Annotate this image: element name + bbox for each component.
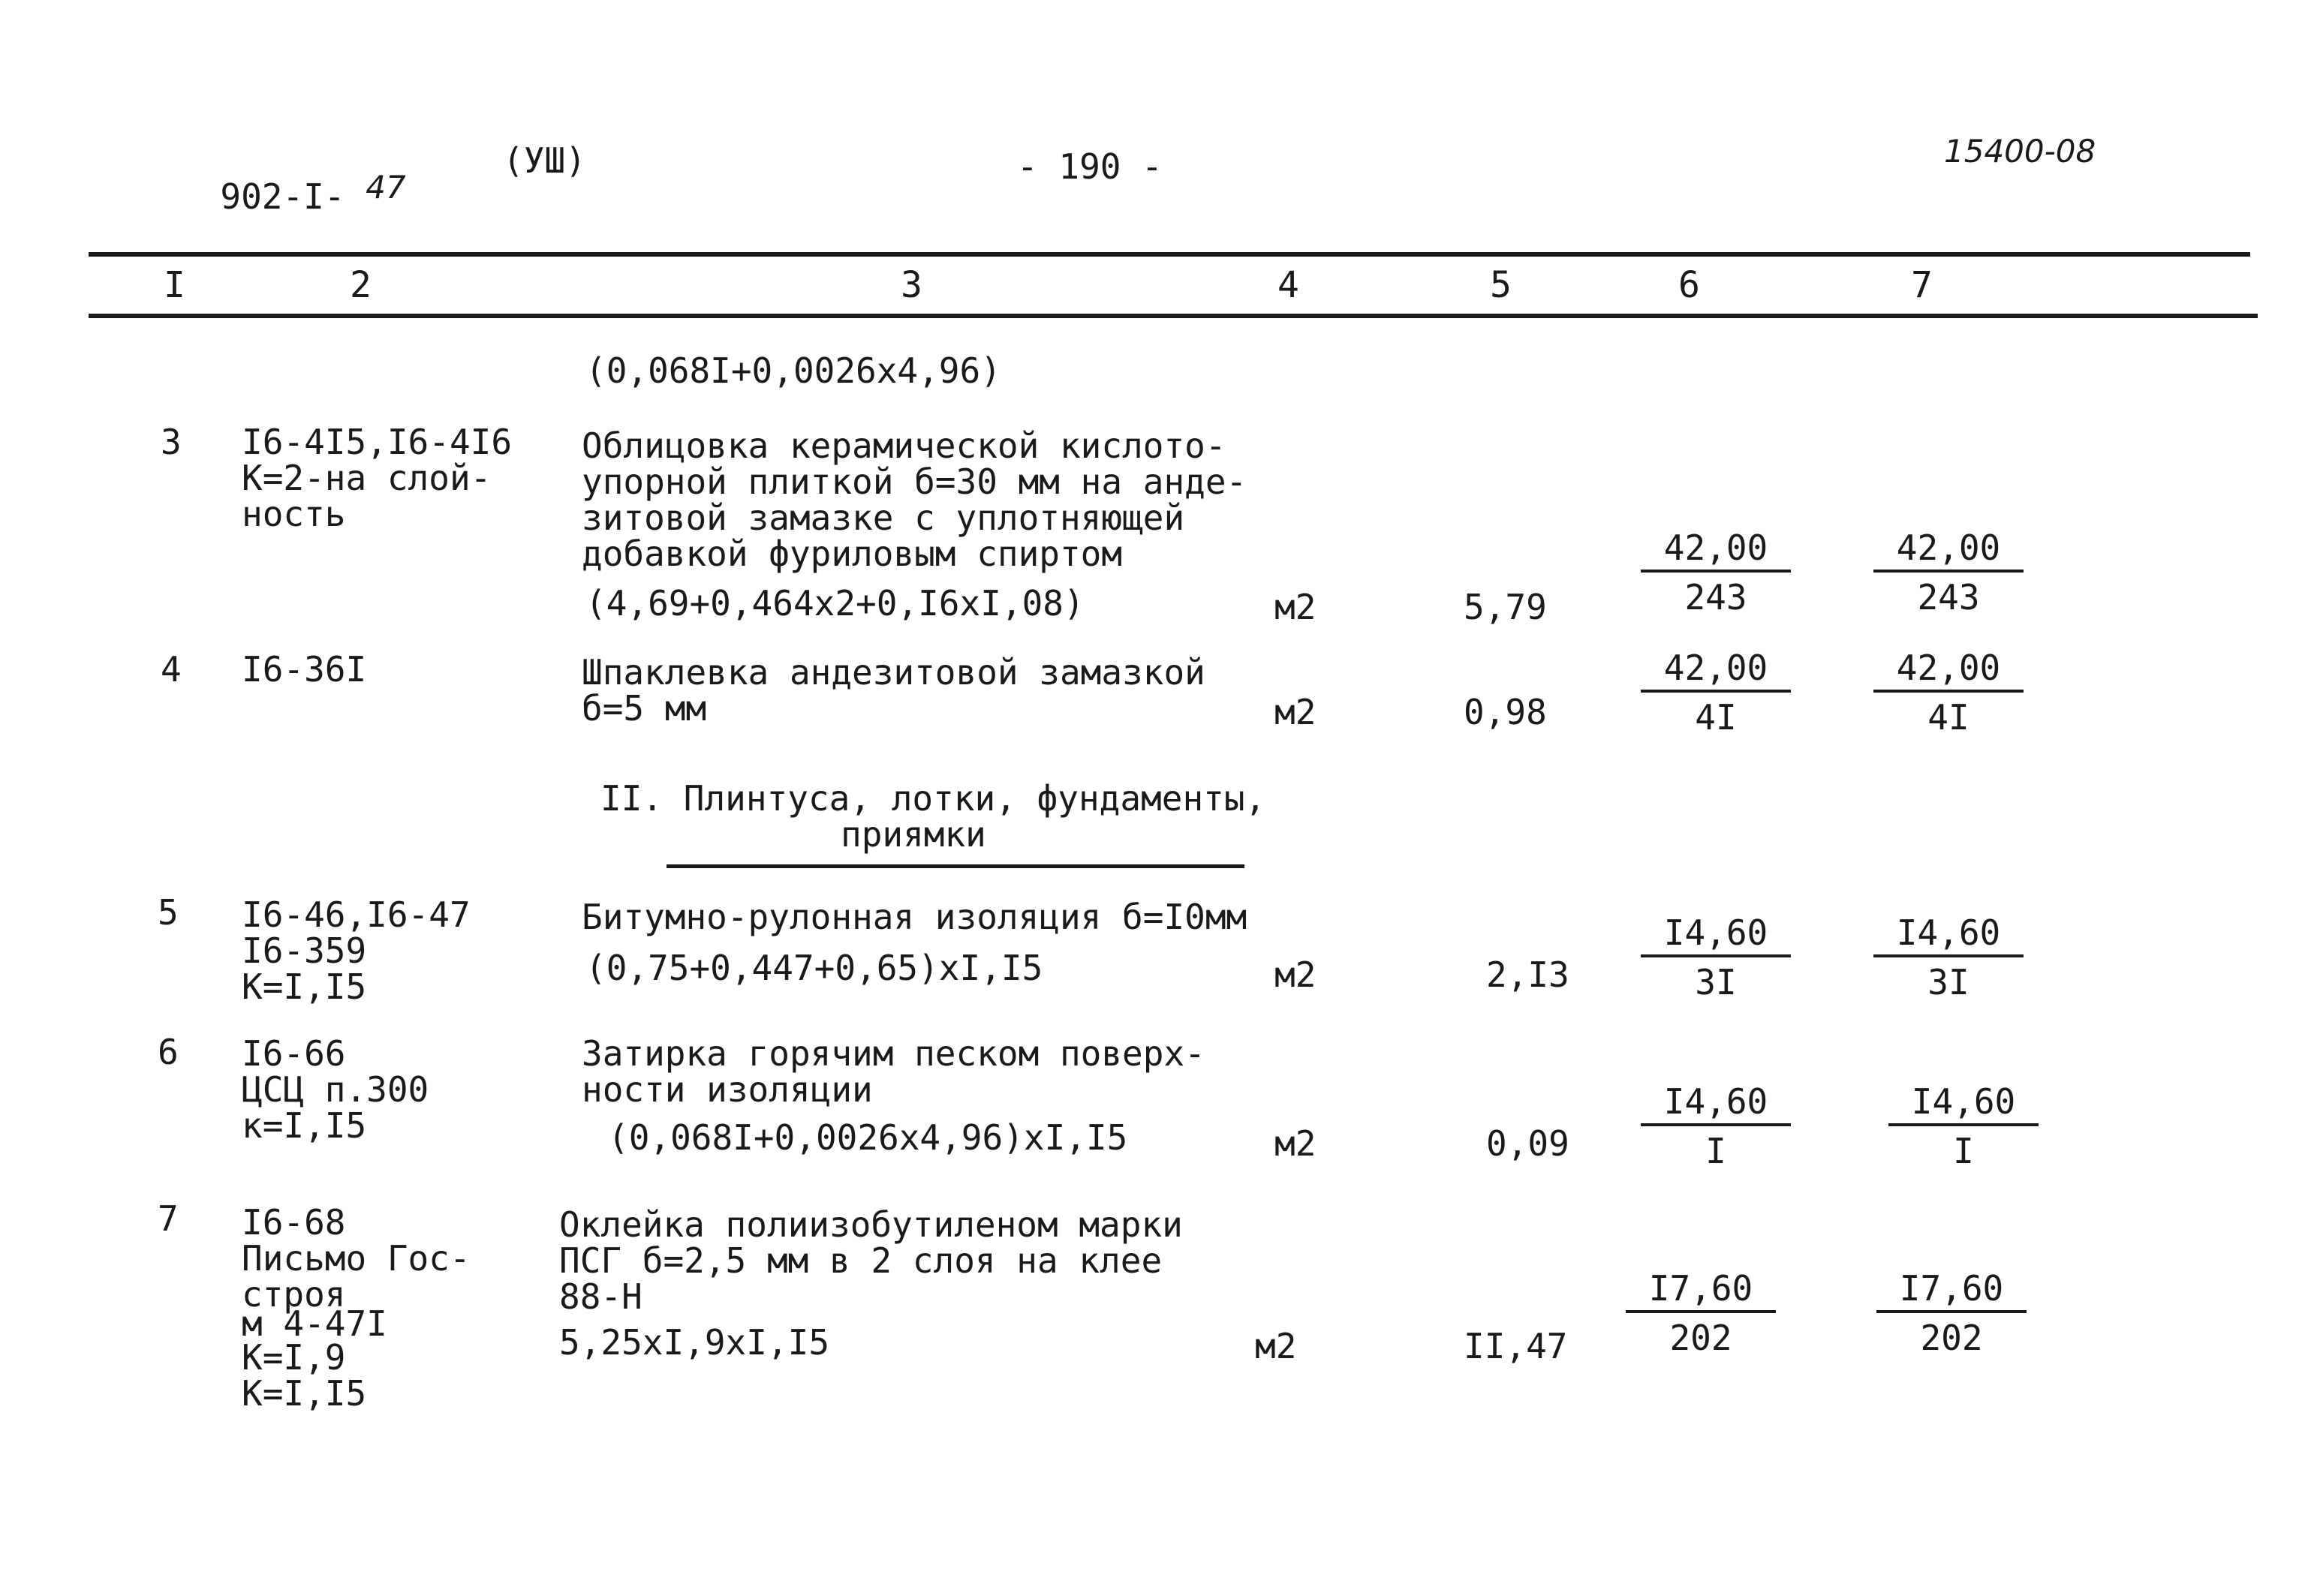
column-header-3: 3 bbox=[901, 264, 922, 306]
row-3-col6-numerator: 42,00 bbox=[1641, 529, 1791, 573]
doc-code bbox=[179, 143, 406, 216]
row-5-number: 5 bbox=[158, 892, 179, 933]
row-7-desc-line-1: Оклейка полиизобутиленом марки bbox=[559, 1204, 1183, 1245]
row-4-unit: м2 bbox=[1274, 692, 1316, 732]
row-5-col7-denominator: 3I bbox=[1927, 962, 1969, 1002]
column-header-5: 5 bbox=[1490, 264, 1512, 306]
row-4-col6-denominator: 4I bbox=[1695, 697, 1737, 738]
row-3-unit: м2 bbox=[1274, 587, 1316, 627]
row-5-col6-numerator: I4,60 bbox=[1641, 914, 1791, 957]
section-title-underline bbox=[667, 864, 1244, 868]
row-4-desc-line-2: б=5 мм bbox=[582, 688, 707, 729]
row-3-desc-line-4: добавкой фуриловым спиртом bbox=[582, 534, 1123, 574]
table-top-rule bbox=[89, 252, 2250, 257]
doc-code-print: 902-I- bbox=[220, 176, 366, 217]
row-4-code-line-1: I6-36I bbox=[242, 649, 367, 690]
row-4-quantity: 0,98 bbox=[1464, 692, 1547, 732]
page-number: - 190 - bbox=[1017, 146, 1163, 187]
row-6-col6-denominator: I bbox=[1705, 1131, 1726, 1171]
row-3-formula: (4,69+0,464x2+0,I6xI,08) bbox=[585, 583, 1085, 624]
row-6-desc-line-1: Затирка горячим песком поверх- bbox=[582, 1033, 1205, 1074]
doc-code-handwritten: 47 bbox=[366, 169, 406, 206]
row-7-col7-denominator: 202 bbox=[1920, 1318, 1983, 1358]
row-4-desc-line-1: Шпаклевка андезитовой замазкой bbox=[582, 652, 1205, 693]
row-6-formula: (0,068I+0,0026x4,96)xI,I5 bbox=[608, 1117, 1128, 1158]
row-5-unit: м2 bbox=[1274, 954, 1316, 995]
row-5-col6-fraction bbox=[1641, 914, 1791, 1001]
row-7-code-line-1: I6-68 bbox=[242, 1202, 346, 1243]
row-3-code-line-1: I6-4I5,I6-4I6 bbox=[242, 422, 513, 462]
row-5-code-line-1: I6-46,I6-47 bbox=[242, 894, 471, 935]
row-4-number: 4 bbox=[161, 649, 182, 690]
row-7-col6-denominator: 202 bbox=[1669, 1318, 1732, 1358]
column-header-7: 7 bbox=[1911, 264, 1933, 306]
row-3-desc-line-1: Облицовка керамической кислото- bbox=[582, 425, 1226, 466]
row-6-unit: м2 bbox=[1274, 1123, 1316, 1164]
row-3-quantity: 5,79 bbox=[1464, 587, 1547, 627]
row-4-col7-numerator: 42,00 bbox=[1873, 649, 2024, 693]
row-7-formula: 5,25xI,9xI,I5 bbox=[559, 1322, 830, 1363]
row-6-col6-fraction bbox=[1641, 1083, 1791, 1170]
row-7-code-line-6: К=I,I5 bbox=[242, 1373, 367, 1414]
continuation-formula: (0,068I+0,0026x4,96) bbox=[585, 350, 1001, 391]
row-6-col7-denominator: I bbox=[1953, 1131, 1974, 1171]
column-header-4: 4 bbox=[1277, 264, 1299, 306]
row-6-number: 6 bbox=[158, 1032, 179, 1072]
row-7-desc-line-3: 88-Н bbox=[559, 1276, 642, 1317]
row-7-quantity: II,47 bbox=[1464, 1326, 1568, 1366]
row-6-col7-numerator: I4,60 bbox=[1888, 1083, 2039, 1126]
row-6-quantity: 0,09 bbox=[1486, 1123, 1569, 1164]
row-3-col6-denominator: 243 bbox=[1684, 577, 1747, 618]
row-7-col6-fraction bbox=[1626, 1270, 1776, 1357]
row-6-desc-line-2: ности изоляции bbox=[582, 1069, 873, 1110]
row-3-col6-fraction bbox=[1641, 529, 1791, 616]
row-4-col6-numerator: 42,00 bbox=[1641, 649, 1791, 693]
row-7-desc-line-2: ПСГ б=2,5 мм в 2 слоя на клее bbox=[559, 1240, 1163, 1281]
row-3-col7-numerator: 42,00 bbox=[1873, 529, 2024, 573]
section-title-line-2: приямки bbox=[841, 814, 986, 855]
row-4-col6-fraction bbox=[1641, 649, 1791, 736]
row-3-col7-fraction bbox=[1873, 529, 2024, 616]
row-4-col7-denominator: 4I bbox=[1927, 697, 1969, 738]
row-3-code-line-3: ность bbox=[242, 494, 346, 534]
row-3-desc-line-3: зитовой замазке с уплотняющей bbox=[582, 497, 1185, 538]
row-5-col7-fraction bbox=[1873, 914, 2024, 1001]
row-5-quantity: 2,I3 bbox=[1486, 954, 1569, 995]
row-5-formula: (0,75+0,447+0,65)xI,I5 bbox=[585, 948, 1043, 988]
row-6-code-line-2: ЦСЦ п.300 bbox=[242, 1069, 429, 1110]
row-7-unit: м2 bbox=[1255, 1326, 1297, 1366]
column-header-1: I bbox=[164, 264, 185, 306]
row-5-code-line-3: К=I,I5 bbox=[242, 966, 367, 1007]
row-4-col7-fraction bbox=[1873, 649, 2024, 736]
row-3-code-line-2: К=2-на слой- bbox=[242, 458, 492, 498]
row-7-col7-fraction bbox=[1876, 1270, 2027, 1357]
row-7-code-line-5: К=I,9 bbox=[242, 1337, 346, 1378]
table-header-rule bbox=[89, 314, 2258, 318]
row-5-col7-numerator: I4,60 bbox=[1873, 914, 2024, 957]
column-header-6: 6 bbox=[1678, 264, 1700, 306]
row-3-number: 3 bbox=[161, 422, 182, 462]
row-3-col7-denominator: 243 bbox=[1917, 577, 1980, 618]
row-5-col6-denominator: 3I bbox=[1695, 962, 1737, 1002]
row-7-col6-numerator: I7,60 bbox=[1626, 1270, 1776, 1313]
row-5-desc-line-1: Битумно-рулонная изоляция б=I0мм bbox=[582, 897, 1247, 937]
row-3-desc-line-2: упорной плиткой б=30 мм на анде- bbox=[582, 461, 1247, 502]
row-7-code-line-4: м 4-47I bbox=[242, 1303, 387, 1344]
reference-number: 15400-08 bbox=[1944, 133, 2096, 170]
row-7-code-line-3: строя bbox=[242, 1274, 346, 1315]
row-6-col6-numerator: I4,60 bbox=[1641, 1083, 1791, 1126]
row-7-code-line-2: Письмо Гос- bbox=[242, 1238, 471, 1279]
row-7-number: 7 bbox=[158, 1198, 179, 1239]
section-title-line-1: II. Плинтуса, лотки, фундаменты, bbox=[600, 778, 1266, 819]
row-6-col7-fraction bbox=[1888, 1083, 2039, 1170]
row-6-code-line-3: к=I,I5 bbox=[242, 1105, 367, 1146]
volume-label: (УШ) bbox=[503, 140, 586, 181]
row-6-code-line-1: I6-66 bbox=[242, 1033, 346, 1074]
column-header-2: 2 bbox=[350, 264, 372, 306]
row-5-code-line-2: I6-359 bbox=[242, 930, 367, 971]
row-7-col7-numerator: I7,60 bbox=[1876, 1270, 2027, 1313]
